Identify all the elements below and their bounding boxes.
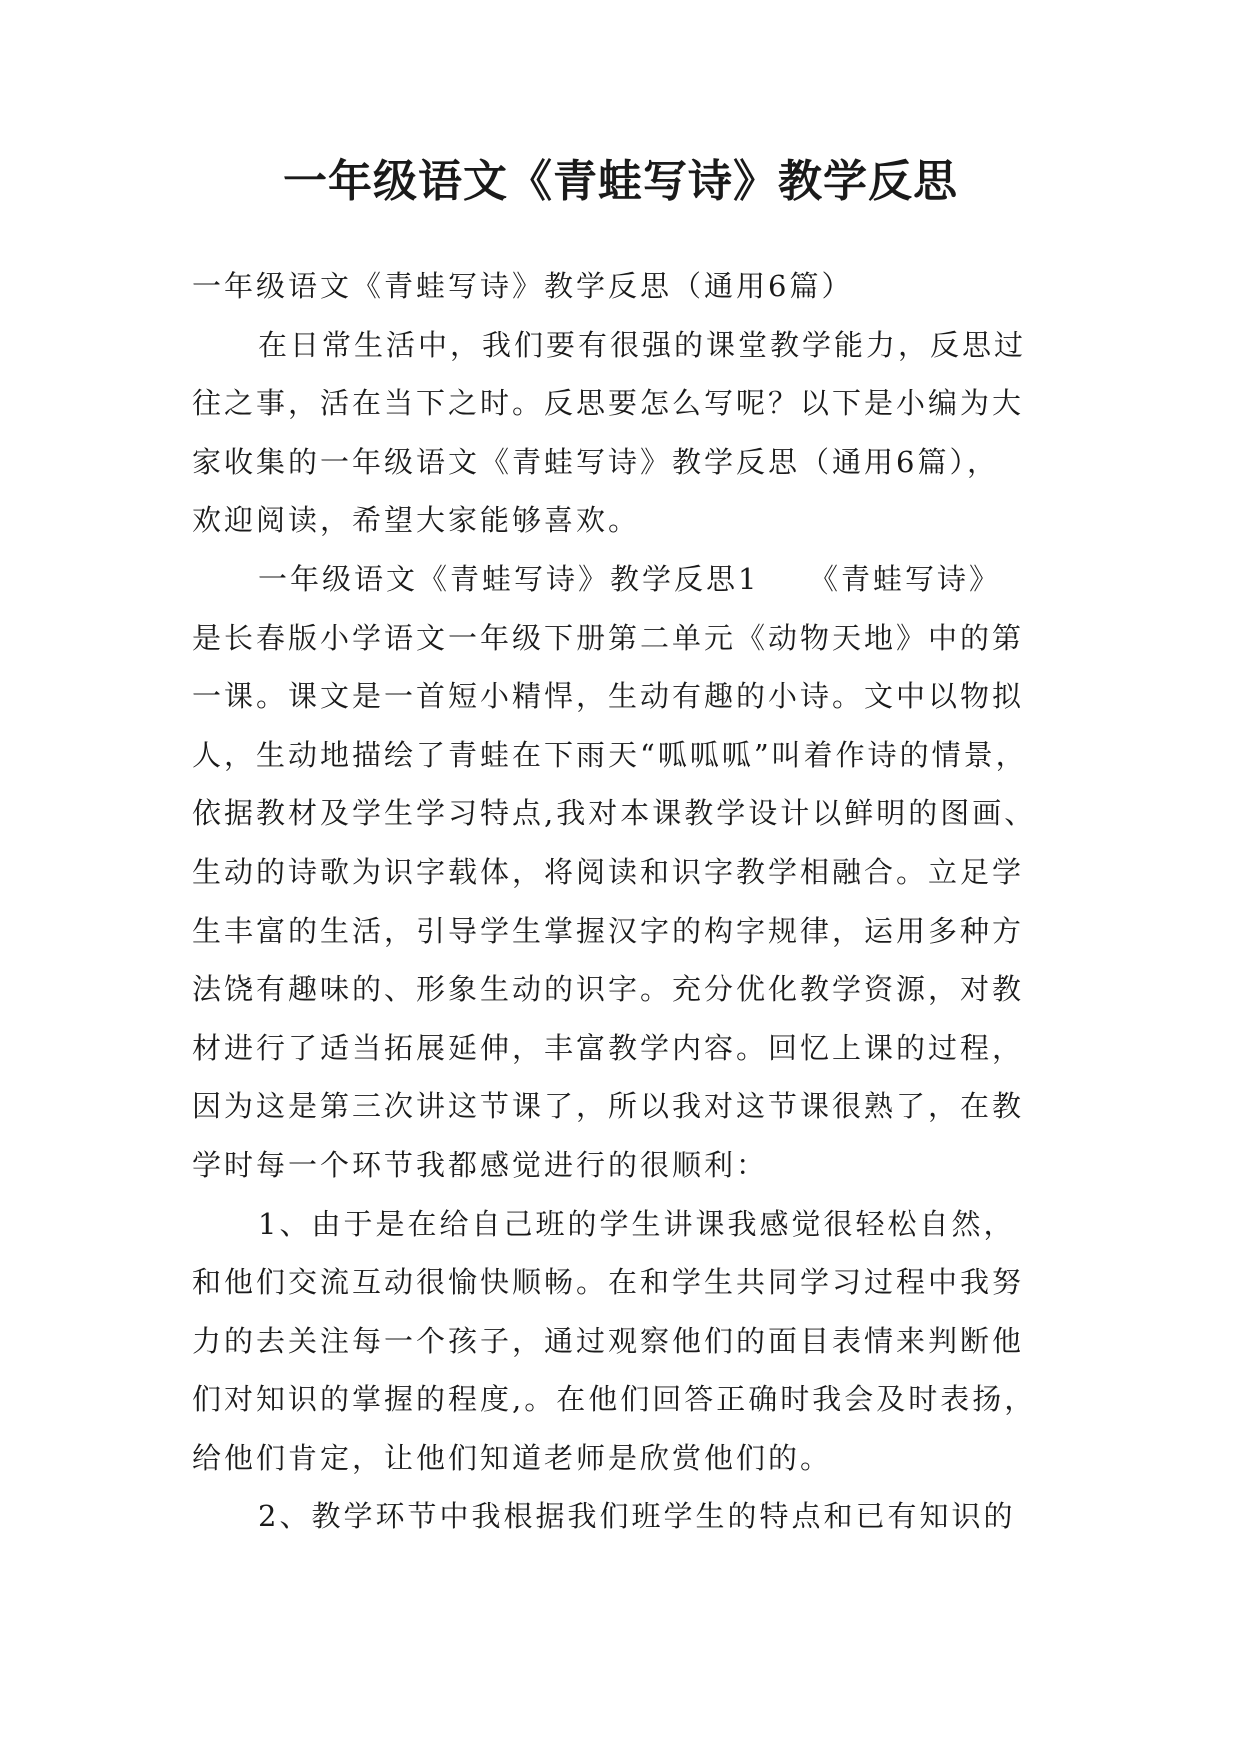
body-line: 在日常生活中，我们要有很强的课堂教学能力，反思过 [258, 327, 1027, 362]
body-line: 家收集的一年级语文《青蛙写诗》教学反思（通用6篇）， [192, 444, 999, 479]
body-line: 人，生动地描绘了青蛙在下雨天“呱呱呱”叫着作诗的情景， [192, 737, 1028, 772]
body-line: 给他们肯定，让他们知道老师是欣赏他们的。 [192, 1440, 833, 1475]
body-line: 法饶有趣味的、形象生动的识字。充分优化教学资源，对教 [192, 972, 1025, 1007]
body-line: 因为这是第三次讲这节课了，所以我对这节课很熟了，在教 [192, 1089, 1025, 1124]
subtitle-line: 一年级语文《青蛙写诗》教学反思（通用6篇） [192, 269, 854, 303]
document-body [192, 257, 1052, 1546]
document-title: 一年级语文《青蛙写诗》教学反思 [283, 156, 958, 207]
body-line: 欢迎阅读，希望大家能够喜欢。 [192, 503, 641, 538]
body-line: 一年级语文《青蛙写诗》教学反思1 《青蛙写诗》 [258, 561, 1001, 596]
body-line: 材进行了适当拓展延伸，丰富教学内容。回忆上课的过程， [192, 1030, 1025, 1065]
body-line: 生丰富的生活，引导学生掌握汉字的构字规律，运用多种方 [192, 913, 1025, 948]
body-line: 往之事，活在当下之时。反思要怎么写呢？以下是小编为大 [192, 386, 1025, 421]
body-line: 1、由于是在给自己班的学生讲课我感觉很轻松自然， [258, 1206, 1016, 1241]
body-line: 和他们交流互动很愉快顺畅。在和学生共同学习过程中我努 [192, 1265, 1025, 1300]
body-line: 依据教材及学生学习特点,我对本课教学设计以鲜明的图画、 [192, 796, 1037, 831]
body-line: 们对知识的掌握的程度,。在他们回答正确时我会及时表扬， [192, 1382, 1037, 1417]
body-line: 生动的诗歌为识字载体，将阅读和识字教学相融合。立足学 [192, 854, 1025, 889]
body-line: 力的去关注每一个孩子，通过观察他们的面目表情来判断他 [192, 1323, 1025, 1358]
body-line: 学时每一个环节我都感觉进行的很顺利： [192, 1147, 769, 1182]
body-line: 2、教学环节中我根据我们班学生的特点和已有知识的 [258, 1499, 1016, 1534]
body-line: 是长春版小学语文一年级下册第二单元《动物天地》中的第 [192, 620, 1025, 655]
body-line: 一课。课文是一首短小精悍，生动有趣的小诗。文中以物拟 [192, 679, 1025, 714]
